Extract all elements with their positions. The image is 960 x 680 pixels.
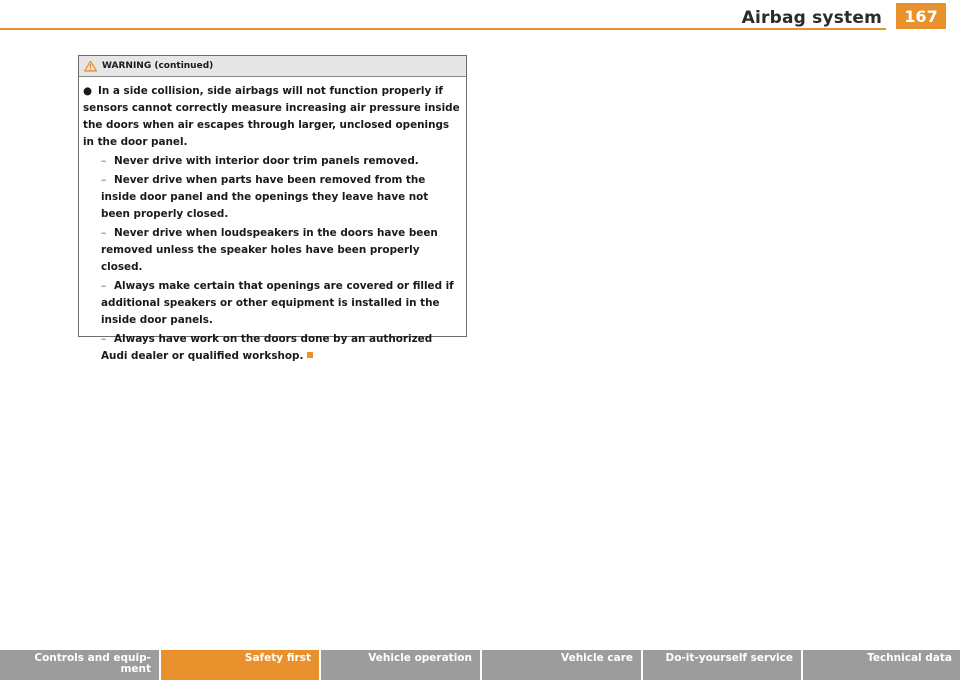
- warning-body: [79, 77, 466, 365]
- warning-header: [79, 56, 466, 77]
- warning-item: – Always make certain that openings are covered or filled if additional speakers or other equipment is installed in the inside door panels.: [101, 280, 454, 326]
- warning-box: [78, 55, 467, 362]
- warning-header-label: WARNING (continued): [102, 61, 214, 71]
- end-of-section-icon: [307, 352, 313, 358]
- tab-safety-first[interactable]: Safety first: [161, 650, 319, 680]
- warning-item: – Never drive with interior door trim panels removed.: [101, 155, 419, 167]
- tab-vehicle-care[interactable]: Vehicle care: [482, 650, 641, 680]
- footer-nav: [0, 650, 960, 680]
- warning-bullet-text: In a side collision, side airbags will not function properly if sensors cannot correctly measure increasing air pressure inside the doors when air escapes through larger, unclosed openings in the door panel.: [83, 85, 460, 148]
- bullet-icon: ●: [83, 85, 93, 97]
- tab-do-it-yourself-service[interactable]: Do-it-yourself service: [643, 650, 801, 680]
- page-title: Airbag system: [741, 8, 882, 28]
- page-number-badge: 167: [896, 3, 946, 29]
- warning-item: – Never drive when parts have been removed from the inside door panel and the openings they leave have not been properly closed.: [101, 174, 429, 220]
- header-rule: [0, 28, 886, 30]
- warning-bullet: [83, 83, 460, 151]
- tab-vehicle-operation[interactable]: Vehicle operation: [321, 650, 480, 680]
- tab-controls-and-equipment[interactable]: Controls and equip- ment: [0, 650, 159, 680]
- warning-triangle-icon: [84, 60, 97, 72]
- warning-item: – Always have work on the doors done by an authorized Audi dealer or qualified workshop.: [101, 333, 433, 362]
- tab-technical-data[interactable]: Technical data: [803, 650, 960, 680]
- warning-item: – Never drive when loudspeakers in the doors have been removed unless the speaker holes have been properly closed.: [101, 227, 438, 273]
